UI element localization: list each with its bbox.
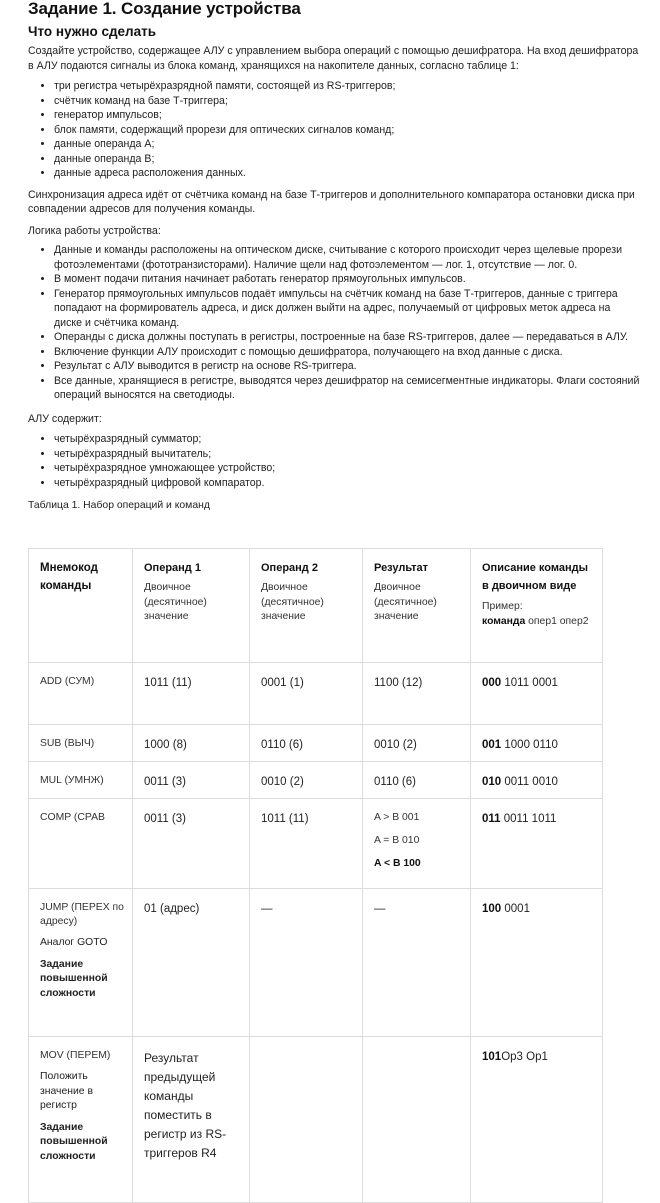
mnemonic-text: COMP (СРАВ [40,812,105,823]
table-header-row [29,549,603,663]
header-cell [363,549,471,663]
op1-text: 0011 (3) [144,776,186,788]
table-row [29,663,603,725]
list-item: • Генератор прямоугольных импульсов подаёт импульсы на счётчик команд на базе Т-триггеров, данные с триггера попадают на формирователь адреса, и диск должен выйти на адрес, получаемый от цифровых меток адреса на диске и счётчика команд. [54,287,640,331]
operands: 0011 0010 [501,776,558,788]
result-text: — [374,903,386,915]
logic-list [28,243,640,403]
desc-text [482,811,594,827]
cell-desc [471,799,603,889]
cell-op2 [250,799,363,889]
list-item: • данные операнда А; [54,137,640,152]
mnemonic-text: MOV (ПЕРЕМ) [40,1050,111,1061]
opcode: 011 [482,813,501,825]
op2-text: — [261,903,273,915]
op2-text: 0001 (1) [261,677,304,689]
header-cell [29,549,133,663]
list-item: • четырёхразрядное умножающее устройство; [54,461,640,476]
operations-table [28,548,603,1203]
operands: Op3 Op1 [501,1051,548,1063]
mnemonic-text: ADD (СУМ) [40,676,95,687]
desc-text [482,1049,594,1065]
header-cell [133,549,250,663]
cell-mnemonic [29,762,133,799]
cell-desc [471,725,603,762]
example-bold: команда [482,615,526,627]
alu-list [28,432,640,490]
list-item: • Данные и команды расположены на оптическом диске, считывание с которого происходит через щелевые прорези фотоэлементами (фототранзисторами). Наличие щели над фотоэлементом — лог. 1, отсутствие — лог. 0. [54,243,640,272]
cell-op1 [133,725,250,762]
opcode: 000 [482,677,502,689]
op2-text: 0110 (6) [261,739,303,751]
cell-mnemonic [29,799,133,889]
opcode: 100 [482,903,502,915]
operands: 0001 [501,903,530,915]
table-row [29,762,603,799]
list-item: • счётчик команд на базе Т-триггера; [54,94,640,109]
alu-heading: АЛУ содержит: [28,412,102,425]
cell-mnemonic [29,725,133,762]
header-desc-example [482,600,594,629]
result-eq: A = B 010 [374,835,420,846]
desc-text [482,901,594,917]
example-label: Пример: [482,601,523,612]
list-item: • генератор импульсов; [54,108,640,123]
list-item: • Результат с АЛУ выводится в регистр на основе RS-триггера. [54,359,640,374]
op1-text: 1000 (8) [144,739,187,751]
mnemonic-note: Положить значение в регистр [40,1071,93,1111]
header-result-sub: Двоичное (десятичное) значение [374,582,437,622]
cell-result [363,889,471,1037]
op1-text: 0011 (3) [144,813,186,825]
result-comparisons [374,811,462,871]
logic-heading: Логика работы устройства: [28,224,161,237]
op2-text: 0010 (2) [261,776,304,788]
cell-desc [471,889,603,1037]
table-row [29,889,603,1037]
cell-op2 [250,889,363,1037]
header-desc: Описание команды в двоичном виде [482,562,588,592]
opcode: 010 [482,776,502,788]
cell-desc [471,762,603,799]
operands: 0011 1011 [500,813,557,825]
cell-op1 [133,762,250,799]
cell-op1 [133,889,250,1037]
list-item: • три регистра четырёхразрядной памяти, состоящей из RS-триггеров; [54,79,640,94]
page-title: Задание 1. Создание устройства [28,0,301,18]
header-op2-sub: Двоичное (десятичное) значение [261,582,324,622]
list-item: • четырёхразрядный цифровой компаратор. [54,476,640,491]
intro-paragraph: Создайте устройство, содержащее АЛУ с управлением выбора операций с помощью дешифратора. На вход дешифратора в АЛУ подаются сигналы из блока команд, хранящихся на накопителе данных, согласно таблице 1: [28,45,639,72]
table-caption: Таблица 1. Набор операций и команд [28,500,210,511]
list-item: • В момент подачи питания начинает работать генератор прямоугольных импульсов. [54,272,640,287]
difficulty-note: Задание повышенной сложности [40,958,108,999]
mnemonic-text: MUL (УМНЖ) [40,775,104,786]
cell-result [363,663,471,725]
result-gt: A > B 001 [374,812,420,823]
cell-op2 [250,663,363,725]
header-op2: Операнд 2 [261,562,318,574]
cell-result [363,799,471,889]
operands: 1000 0110 [501,739,558,751]
cell-result [363,1037,471,1203]
op1-text: 01 (адрес) [144,903,200,915]
opcode: 001 [482,739,502,751]
cell-mnemonic [29,663,133,725]
list-item: • четырёхразрядный сумматор; [54,432,640,447]
header-result: Результат [374,562,429,574]
table-row [29,799,603,889]
list-item: • Операнды с диска должны поступать в регистры, построенные на базе RS-триггеров, далее — передаваться в АЛУ. [54,330,640,345]
desc-text [482,774,594,790]
document [28,0,640,1162]
cell-op2 [250,725,363,762]
operands: 1011 0001 [501,677,558,689]
list-item: • данные операнда В; [54,152,640,167]
mnemonic-text: SUB (ВЫЧ) [40,738,95,749]
result-text: 0010 (2) [374,739,417,751]
header-mnemonic: Мнемокод команды [40,562,98,592]
cell-op2 [250,762,363,799]
list-item: • Все данные, хранящиеся в регистре, выводятся через дешифратор на семисегментные индикаторы. Флаги состояний операций выносятся на светодиоды. [54,374,640,403]
cell-op2 [250,1037,363,1203]
sync-paragraph: Синхронизация адреса идёт от счётчика команд на базе Т-триггеров и дополнительного компаратора остановки диска при совпадении адресов для получения команды. [28,188,635,215]
cell-result [363,762,471,799]
header-cell [471,549,603,663]
result-text: 1100 (12) [374,677,423,689]
list-item: • четырёхразрядный вычитатель; [54,447,640,462]
desc-text [482,737,594,753]
table-row [29,1037,603,1203]
difficulty-note: Задание повышенной сложности [40,1121,108,1162]
section-heading: Что нужно сделать [28,24,157,39]
header-op1-sub: Двоичное (десятичное) значение [144,582,207,622]
example-rest: опер1 опер2 [525,615,589,627]
header-cell [250,549,363,663]
op1-text: Результат предыдущей команды поместить в регистр из RS-триггеров R4 [144,1051,227,1160]
op2-text: 1011 (11) [261,813,309,825]
table-row [29,725,603,762]
cell-op1 [133,663,250,725]
components-list [28,79,640,181]
cell-op1 [133,1037,250,1203]
result-lt: A < B 100 [374,858,421,869]
cell-result [363,725,471,762]
cell-mnemonic [29,1037,133,1203]
cell-mnemonic [29,889,133,1037]
opcode: 101 [482,1051,502,1063]
desc-text [482,675,594,691]
result-text: 0110 (6) [374,776,416,788]
mnemonic-text: JUMP (ПЕРЕХ по адресу) [40,902,124,927]
list-item: • блок памяти, содержащий прорези для оптических сигналов команд; [54,123,640,138]
cell-desc [471,1037,603,1203]
cell-op1 [133,799,250,889]
list-item: • данные адреса расположения данных. [54,166,640,181]
header-op1: Операнд 1 [144,562,201,574]
list-item: • Включение функции АЛУ происходит с помощью дешифратора, получающего на вход данные с диска. [54,345,640,360]
cell-desc [471,663,603,725]
op1-text: 1011 (11) [144,677,192,689]
mnemonic-note: Аналог GOTO [40,937,108,948]
